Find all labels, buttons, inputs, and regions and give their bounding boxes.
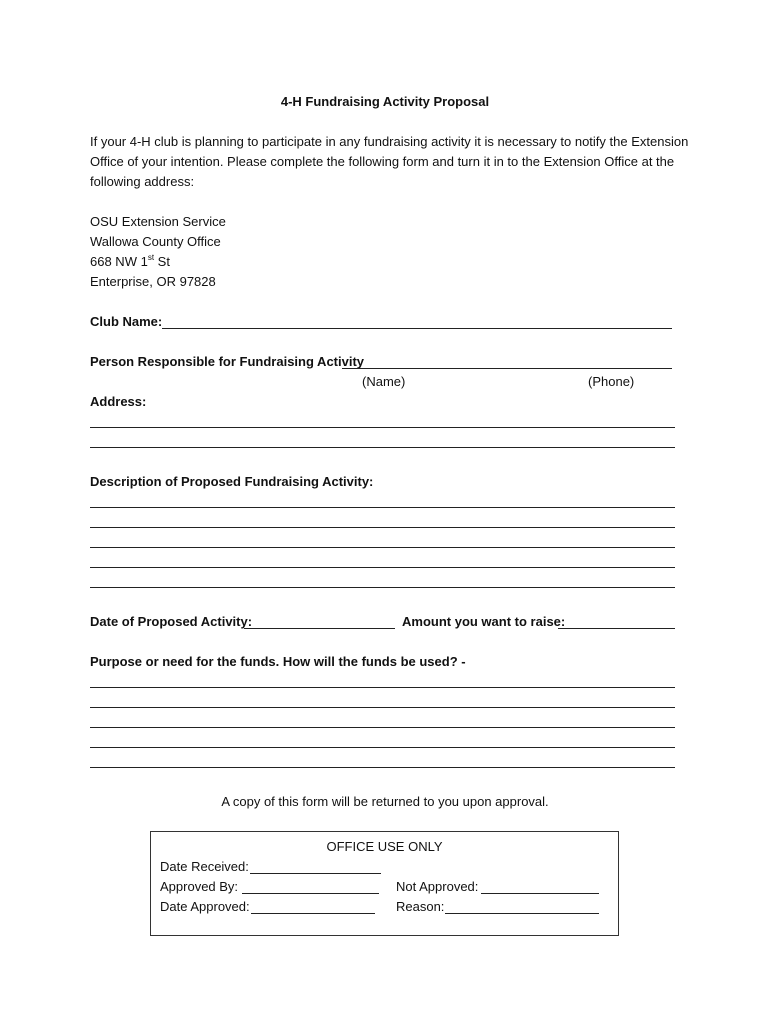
address-line-1: OSU Extension Service <box>90 214 226 229</box>
purpose-field-line-4[interactable] <box>90 747 675 748</box>
purpose-label: Purpose or need for the funds. How will the funds be used? - <box>90 654 466 669</box>
description-field-line-2[interactable] <box>90 527 675 528</box>
date-received-label: Date Received: <box>160 859 249 874</box>
address-field-line-1[interactable] <box>90 427 675 428</box>
ordinal-suffix: st <box>147 252 155 262</box>
street-name: St <box>154 254 170 269</box>
approved-by-label: Approved By: <box>160 879 239 894</box>
name-hint: (Name) <box>362 374 406 389</box>
address-label: Address: <box>90 394 147 409</box>
club-name-label: Club Name: <box>90 314 163 329</box>
address-line-2: Wallowa County Office <box>90 234 221 249</box>
approved-by-field[interactable] <box>242 893 379 894</box>
club-name-field[interactable] <box>162 328 672 329</box>
person-responsible-label: Person Responsible for Fundraising Activity <box>90 354 365 369</box>
office-use-heading: OFFICE USE ONLY <box>326 839 443 854</box>
return-note: A copy of this form will be returned to you upon approval. <box>221 794 549 809</box>
date-received-field[interactable] <box>250 873 381 874</box>
amount-label: Amount you want to raise: <box>402 614 566 629</box>
date-approved-field[interactable] <box>251 913 375 914</box>
phone-hint: (Phone) <box>588 374 635 389</box>
description-label: Description of Proposed Fundraising Activity: <box>90 474 374 489</box>
purpose-field-line-1[interactable] <box>90 687 675 688</box>
not-approved-label: Not Approved: <box>396 879 479 894</box>
form-title: 4-H Fundraising Activity Proposal <box>280 94 490 109</box>
description-field-line-4[interactable] <box>90 567 675 568</box>
intro-text-line-2: Office of your intention. Please complete the following form and turn it in to the Extension Office at the <box>90 154 675 169</box>
address-line-3 <box>90 254 170 270</box>
amount-field[interactable] <box>558 628 675 629</box>
purpose-field-line-5[interactable] <box>90 767 675 768</box>
date-activity-field[interactable] <box>244 628 395 629</box>
street-number: 668 NW 1 <box>90 254 148 269</box>
purpose-field-line-2[interactable] <box>90 707 675 708</box>
reason-field[interactable] <box>445 913 599 914</box>
description-field-line-1[interactable] <box>90 507 675 508</box>
address-field-line-2[interactable] <box>90 447 675 448</box>
person-responsible-field[interactable] <box>342 368 672 369</box>
not-approved-field[interactable] <box>481 893 599 894</box>
description-field-line-3[interactable] <box>90 547 675 548</box>
description-field-line-5[interactable] <box>90 587 675 588</box>
address-line-4: Enterprise, OR 97828 <box>90 274 216 289</box>
intro-text-line-3: following address: <box>90 174 195 189</box>
purpose-field-line-3[interactable] <box>90 727 675 728</box>
date-approved-label: Date Approved: <box>160 899 250 914</box>
reason-label: Reason: <box>396 899 445 914</box>
intro-text-line-1: If your 4-H club is planning to participate in any fundraising activity it is necessary to notify the Extension <box>90 134 689 149</box>
date-activity-label: Date of Proposed Activity: <box>90 614 253 629</box>
